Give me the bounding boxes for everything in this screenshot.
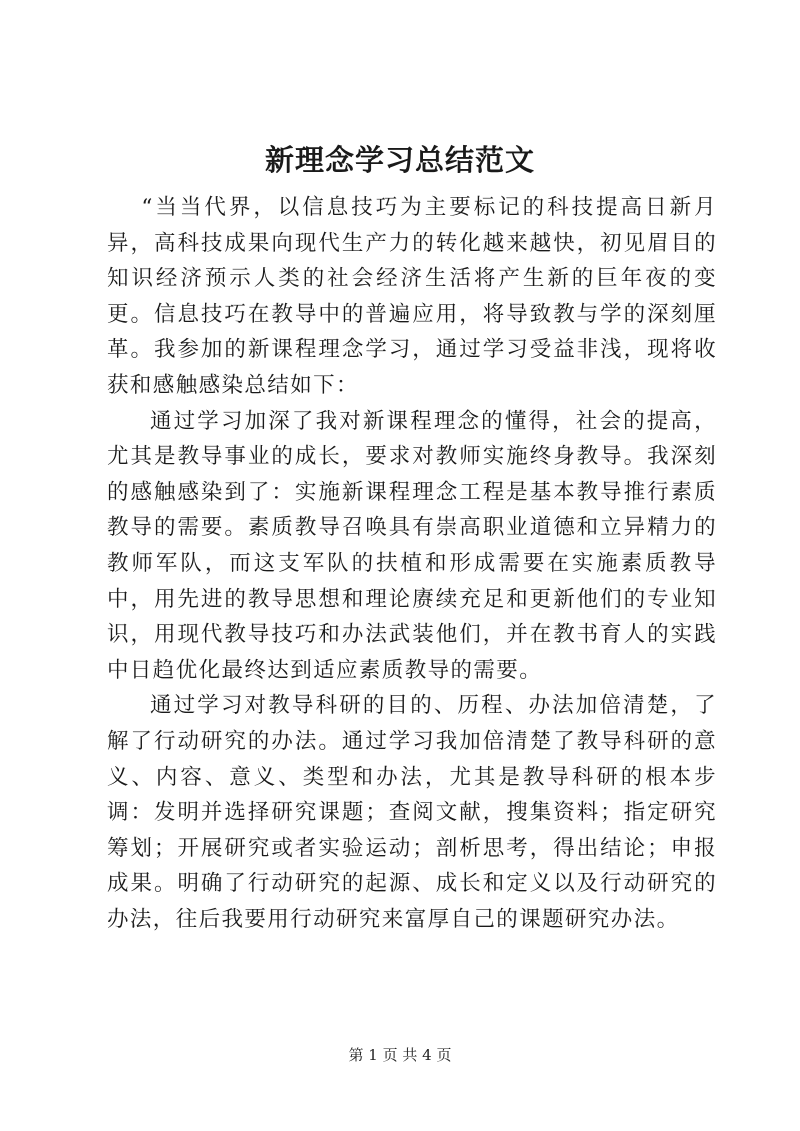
document-title: 新理念学习总结范文: [264, 143, 535, 177]
paragraph-intro: “当当代界，以信息技巧为主要标记的科技提高日新月异，高科技成果向现代生产力的转化越来越快，初见眉目的知识经济预示人类的社会经济生活将产生新的巨年夜的变更。信息技巧在教导中的普遍应用，将导致教与学的深刻厘革。我参加的新课程理念学习，通过学习受益非浅，现将收获和感触感染总结如下：: [107, 195, 717, 398]
document-body: [107, 190, 717, 937]
page-number-footer: 第 1 页 共 4 页: [348, 1046, 452, 1064]
paragraph-research: 通过学习对教导科研的目的、历程、办法加倍清楚，了解了行动研究的办法。通过学习我加倍清楚了教导科研的意义、内容、意义、类型和办法，尤其是教导科研的根本步调：发明并选择研究课题；查阅文献，搜集资料；指定研究筹划；开展研究或者实验运动；剖析思考，得出结论；申报成果。明确了行动研究的起源、成长和定义以及行动研究的办法，往后我要用行动研究来富厚自己的课题研究办法。: [107, 693, 717, 932]
paragraph-new-curriculum: 通过学习加深了我对新课程理念的懂得，社会的提高，尤其是教导事业的成长，要求对教师实施终身教导。我深刻的感触感染到了：实施新课程理念工程是基本教导推行素质教导的需要。素质教导召唤具有崇高职业道德和立异精力的教师军队，而这支军队的扶植和形成需要在实施素质教导中，用先进的教导思想和理论赓续充足和更新他们的专业知识，用现代教导技巧和办法武装他们，并在教书育人的实践中日趋优化最终达到适应素质教导的需要。: [107, 408, 717, 683]
